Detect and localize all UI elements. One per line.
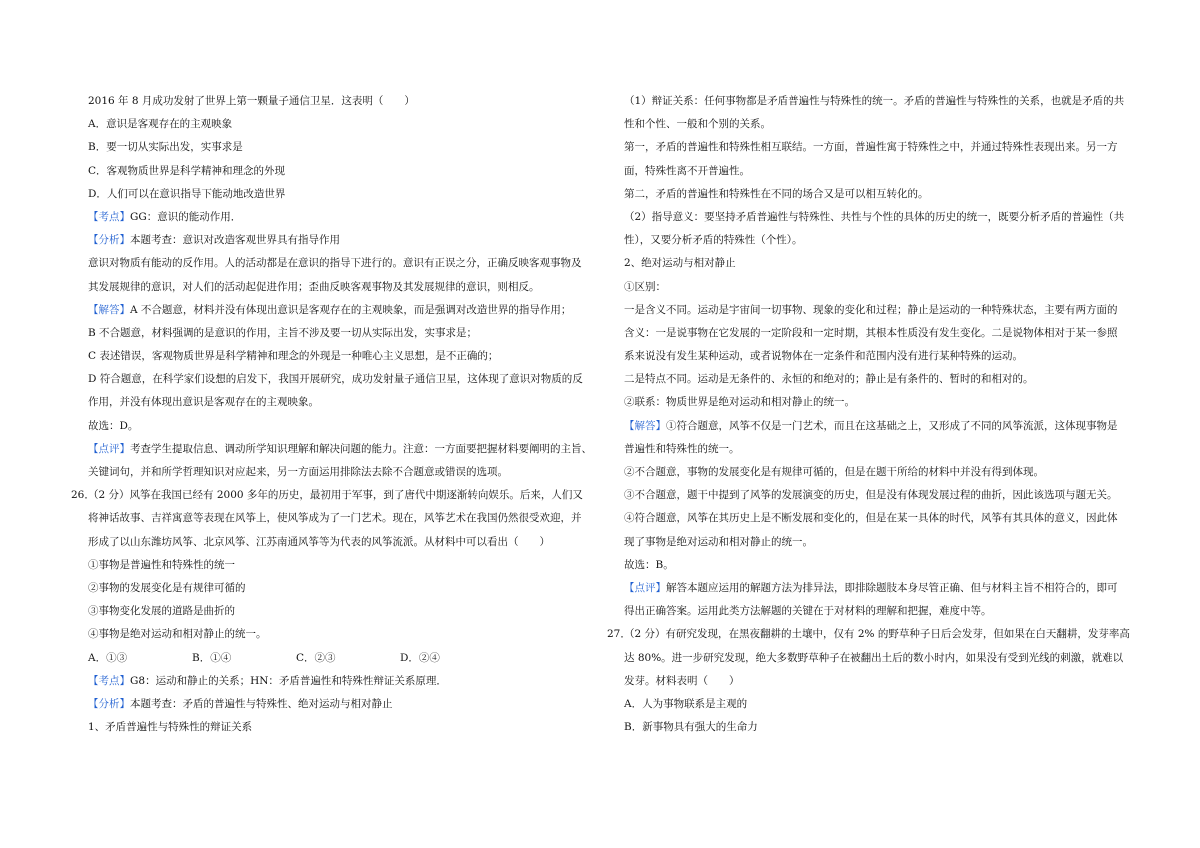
q25-dianping: 【点评】考查学生提取信息、调动所学知识理解和解决问题的能力。注意：一方面要把握材料要阐明的主旨、 (88, 442, 592, 455)
right-column (607, 90, 1132, 739)
q25-option-d: D．人们可以在意识指导下能动地改造世界 (88, 187, 286, 200)
q26-stem-line: 将神话故事、吉祥寓意等表现在风筝上，使风筝成为了一门艺术。现在，风筝艺术在我国仍然很受欢迎，并 (88, 512, 582, 525)
q25-jieda-line: C 表述错误，客观物质世界是科学精神和理念的外现是一种唯心主义思想，是不正确的； (88, 350, 499, 363)
q26-fenxi-item: 1、矛盾普遍性与特殊性的辩证关系 (88, 721, 253, 734)
q25-jieda-line: D 符合题意，在科学家们设想的启发下，我国开展研究，成功发射量子通信卫星，这体现了意识对物质的反 (88, 373, 583, 386)
fenxi-tag: 【分析】 (88, 697, 130, 710)
q26-stem: 26． （2 分）风筝在我国已经有 2000 多年的历史，最初用于军事，到了唐代中期逐渐转向娱乐。后来，人们又 (88, 484, 600, 507)
q26-choice-d: D．②④ (400, 651, 440, 664)
analysis-line: 含义：一是说事物在它发展的一定阶段和一定时期，其根本性质没有发生变化。二是说物体相对于某一参照 (624, 326, 1118, 339)
q26-statement: ②事物的发展变化是有规律可循的 (88, 581, 246, 594)
q25-fenxi-line: 意识对物质有能动的反作用。人的活动都是在意识的指导下进行的。意识有正误之分，正确反映客观事物及 (88, 257, 582, 270)
q26-choice-b: B．①④ (192, 651, 232, 664)
q26-jieda-line: ③不合题意，题干中提到了风筝的发展演变的历史，但是没有体现发展过程的曲折，因此该选项与题无关。 (624, 489, 1118, 502)
dianping-tag: 【点评】 (88, 442, 130, 455)
q26-answer: 故选：B。 (624, 558, 674, 571)
kaodian-tag: 【考点】 (88, 674, 130, 687)
q25-jieda-line: B 不合题意，材料强调的是意识的作用，主旨不涉及要一切从实际出发，实事求是； (88, 326, 478, 339)
analysis-line: ①区别： (624, 280, 666, 293)
analysis-line: 性和个性、一般和个别的关系。 (624, 118, 771, 131)
fenxi-tag: 【分析】 (88, 234, 130, 247)
q26-stem-line: 形成了以山东潍坊风筝、北京风筝、江苏南通风筝等为代表的风筝流派。从材料中可以看出（ ） (88, 535, 550, 548)
q25-kaodian: 【考点】GG：意识的能动作用． (88, 210, 242, 223)
analysis-line: ②联系：物质世界是绝对运动和相对静止的统一。 (624, 396, 855, 409)
jieda-tag: 【解答】 (88, 303, 130, 316)
q25-stem: 2016 年 8 月成功发射了世界上第一颗量子通信卫星．这表明（ ） (88, 95, 415, 107)
q25-option-a: A．意识是客观存在的主观映象 (88, 118, 233, 131)
q26-number: 26． (71, 489, 95, 502)
q25-option-c: C．客观物质世界是科学精神和理念的外现 (88, 164, 286, 177)
q25-jieda-line: 作用，并没有体现出意识是客观存在的主观映象。 (88, 396, 319, 409)
q26-statement: ④事物是绝对运动和相对静止的统一。 (88, 628, 267, 641)
q25-dianping-line: 关键词句，并和所学哲理知识对应起来，另一方面运用排除法去除不合题意或错误的选项。 (88, 466, 508, 478)
analysis-line: 二是特点不同。运动是无条件的、永恒的和绝对的；静止是有条件的、暂时的和相对的。 (624, 373, 1034, 386)
q27-option-a: A．人为事物联系是主观的 (624, 697, 748, 710)
q27-stem-line: 发芽。材料表明（ ） (624, 674, 740, 687)
q25-fenxi-line: 其发展规律的意识，对人们的活动起促进作用；歪曲反映客观事物及其发展规律的意识，则相反。 (88, 280, 540, 293)
q26-kaodian: 【考点】G8：运动和静止的关系；HN：矛盾普遍性和特殊性辩证关系原理． (88, 674, 447, 687)
q26-statement: ①事物是普遍性和特殊性的统一 (88, 558, 235, 571)
q26-choices (88, 647, 600, 670)
kaodian-tag: 【考点】 (88, 210, 130, 223)
analysis-line: （1）辩证关系：任何事物都是矛盾普遍性与特殊性的统一。矛盾的普遍性与特殊性的关系，也就是矛盾的共 (624, 95, 1125, 107)
analysis-line: （2）指导意义：要坚持矛盾普遍性与特殊性、共性与个性的具体的历史的统一，既要分析矛盾的普遍性（共 (624, 210, 1125, 223)
q25-option-b: B．要一切从实际出发，实事求是 (88, 141, 243, 154)
analysis-line: 一是含义不同。运动是宇宙间一切事物、现象的变化和过程；静止是运动的一种特殊状态，主要有两方面的 (624, 303, 1118, 316)
dianping-tag: 【点评】 (624, 581, 666, 594)
analysis-line: 面，特殊性离不开普遍性。 (624, 164, 750, 177)
q27-number: 27． (607, 628, 631, 641)
q27-stem: 27． （2 分）有研究发现，在黑夜翻耕的土壤中，仅有 2% 的野草种子日后会发芽，但如果在白天翻耕，发芽率高 (624, 623, 1132, 646)
q26-fenxi: 【分析】本题考查：矛盾的普遍性与特殊性、绝对运动与相对静止 (88, 697, 393, 710)
q27-option-b: B．新事物具有强大的生命力 (624, 721, 758, 734)
q26-dianping-line: 得出正确答案。运用此类方法解题的关键在于对材料的理解和把握，难度中等。 (624, 605, 992, 618)
analysis-line: 2、绝对运动与相对静止 (624, 257, 736, 270)
q27-stem-line: 达 80%。进一步研究发现，绝大多数野草种子在被翻出土后的数小时内，如果没有受到光线的刺激，就难以 (624, 651, 1124, 664)
q26-statement: ③事物变化发展的道路是曲折的 (88, 605, 235, 618)
q26-choice-c: C．②③ (296, 651, 336, 664)
q26-jieda-line: ④符合题意，风筝在其历史上是不断发展和变化的，但是在某一具体的时代，风筝有其具体的意义，因此体 (624, 512, 1118, 525)
q25-jieda: 【解答】A 不合题意，材料并没有体现出意识是客观存在的主观映象，而是强调对改造世界的指导作用； (88, 303, 572, 316)
q26-jieda-line: ②不合题意，事物的发展变化是有规律可循的，但是在题干所给的材料中并没有得到体现。 (624, 466, 1044, 478)
analysis-line: 系来说没有发生某种运动，或者说物体在一定条件和范围内没有进行某种特殊的运动。 (624, 350, 1023, 363)
jieda-tag: 【解答】 (624, 419, 666, 432)
q25-answer: 故选：D。 (88, 419, 139, 432)
q26-choice-a: A．①③ (88, 651, 128, 664)
q26-dianping: 【点评】解答本题应运用的解题方法为排异法，即排除题肢本身尽管正确、但与材料主旨不相符合的，即可 (624, 581, 1118, 594)
analysis-line: 第二，矛盾的普遍性和特殊性在不同的场合又是可以相互转化的。 (624, 187, 929, 200)
q26-jieda: 【解答】①符合题意，风筝不仅是一门艺术，而且在这基础之上，又形成了不同的风筝流派，这体现事物是 (624, 419, 1118, 432)
q25-fenxi: 【分析】本题考查：意识对改造客观世界具有指导作用 (88, 234, 340, 247)
q26-jieda-line: 普遍性和特殊性的统一。 (624, 442, 740, 455)
analysis-line: 第一，矛盾的普遍性和特殊性相互联结。一方面，普遍性寓于特殊性之中，并通过特殊性表现出来。另一方 (624, 141, 1118, 154)
analysis-line: 性），又要分析矛盾的特殊性（个性）。 (624, 234, 803, 247)
left-column (71, 90, 600, 739)
q26-jieda-line: 现了事物是绝对运动和相对静止的统一。 (624, 535, 813, 548)
